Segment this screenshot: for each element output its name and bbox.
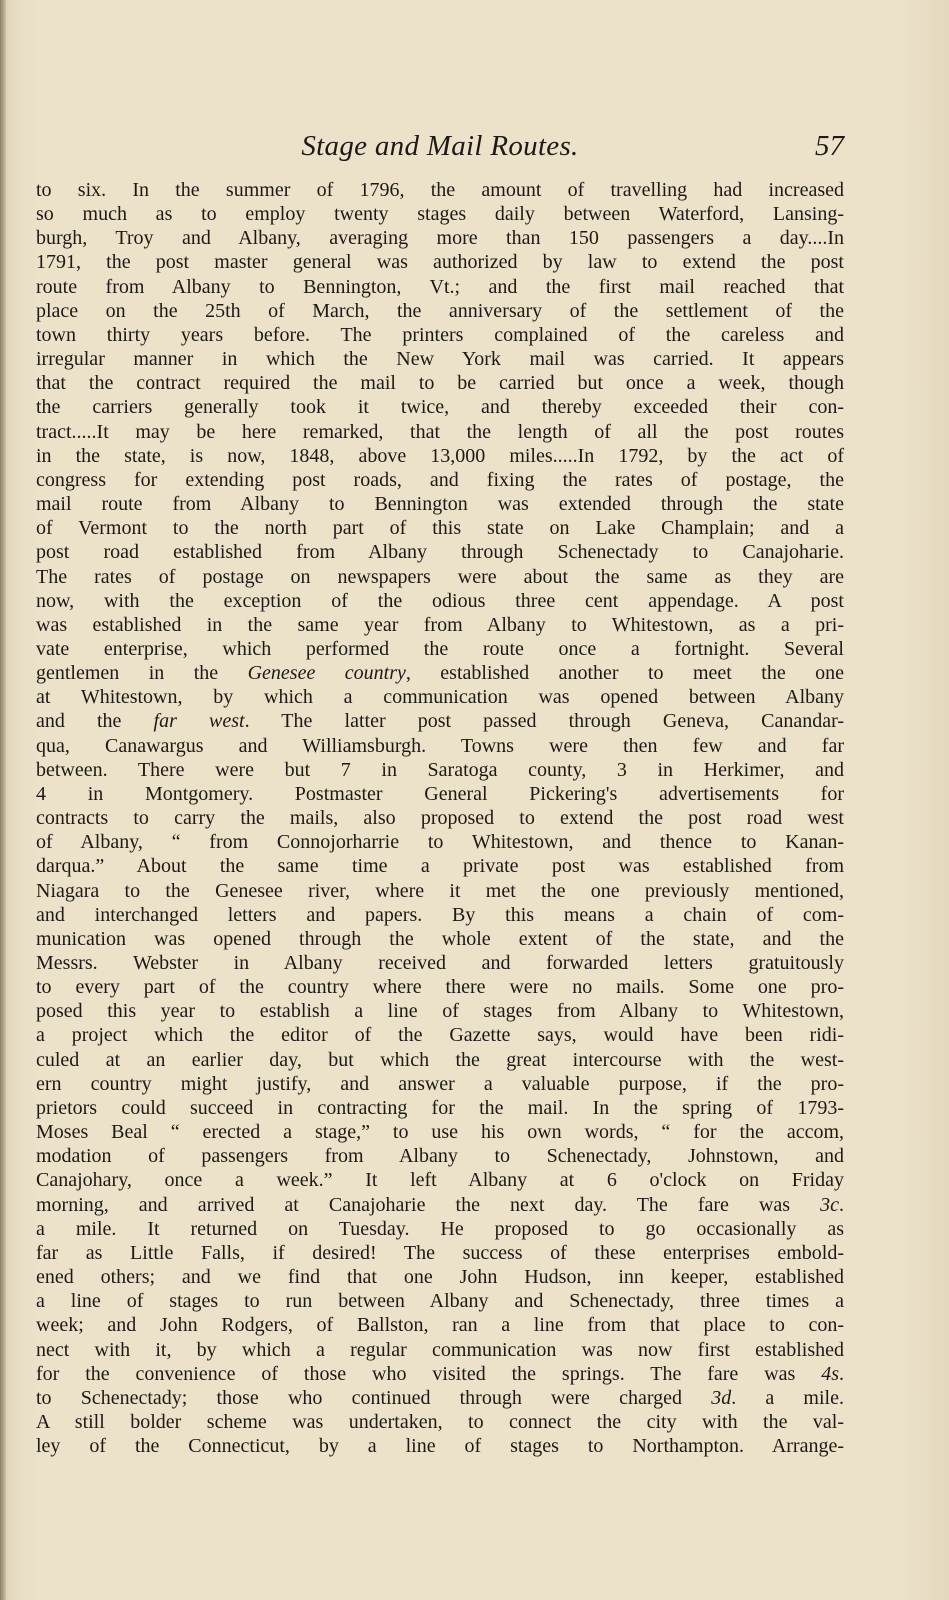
text-line: contracts to carry the mails, also proposed to extend the post road west bbox=[36, 807, 844, 830]
text-line: qua, Canawargus and Williamsburgh. Towns were then few and far bbox=[36, 734, 844, 757]
text-line: town thirty years before. The printers complained of the careless and bbox=[36, 323, 844, 346]
text-line: ened others; and we find that one John Hudson, inn keeper, established bbox=[36, 1266, 844, 1289]
text-line: nect with it, by which a regular communication was now first established bbox=[36, 1338, 844, 1361]
text-line: was established in the same year from Albany to Whitestown, as a pri- bbox=[36, 613, 844, 636]
text-line: tract.....It may be here remarked, that the length of all the post routes bbox=[36, 420, 844, 443]
text-line: Moses Beal “ erected a stage,” to use his own words, “ for the accom, bbox=[36, 1121, 844, 1144]
text-line: a line of stages to run between Albany and Schenectady, three times a bbox=[36, 1290, 844, 1313]
text-line: for the convenience of those who visited the springs. The fare was 4s. bbox=[36, 1362, 844, 1385]
text-line: of Albany, “ from Connojorharrie to Whitestown, and thence to Kanan- bbox=[36, 831, 844, 854]
text-line: mail route from Albany to Bennington was extended through the state bbox=[36, 493, 844, 516]
text-line: between. There were but 7 in Saratoga county, 3 in Herkimer, and bbox=[36, 758, 844, 781]
page-number: 57 bbox=[815, 130, 844, 162]
text-line: 1791, the post master general was authorized by law to extend the post bbox=[36, 251, 844, 274]
text-line: The rates of postage on newspapers were about the same as they are bbox=[36, 565, 844, 588]
text-line: ern country might justify, and answer a valuable purpose, if the pro- bbox=[36, 1072, 844, 1095]
running-title: Stage and Mail Routes. bbox=[301, 130, 579, 162]
text-line: prietors could succeed in contracting for the mail. In the spring of 1793- bbox=[36, 1096, 844, 1119]
text-line: modation of passengers from Albany to Schenectady, Johnstown, and bbox=[36, 1145, 844, 1168]
text-line: so much as to employ twenty stages daily between Waterford, Lansing- bbox=[36, 203, 844, 226]
text-line: morning, and arrived at Canajoharie the next day. The fare was 3c. bbox=[36, 1193, 844, 1216]
text-line: to Schenectady; those who continued through were charged 3d. a mile. bbox=[36, 1386, 844, 1409]
body-text bbox=[36, 178, 844, 1458]
text-line: ley of the Connecticut, by a line of stages to Northampton. Arrange- bbox=[36, 1435, 844, 1458]
text-line: A still bolder scheme was undertaken, to connect the city with the val- bbox=[36, 1410, 844, 1433]
text-line: post road established from Albany through Schenectady to Canajoharie. bbox=[36, 541, 844, 564]
text-line: congress for extending post roads, and fixing the rates of postage, the bbox=[36, 468, 844, 491]
text-line: a mile. It returned on Tuesday. He proposed to go occasionally as bbox=[36, 1217, 844, 1240]
text-line: gentlemen in the Genesee country, established another to meet the one bbox=[36, 662, 845, 685]
text-line: munication was opened through the whole extent of the state, and the bbox=[36, 927, 844, 950]
text-line: posed this year to establish a line of stages from Albany to Whitestown, bbox=[36, 1000, 844, 1023]
text-line: a project which the editor of the Gazette says, would have been ridi- bbox=[36, 1024, 844, 1047]
text-line: irregular manner in which the New York mail was carried. It appears bbox=[36, 348, 844, 371]
text-line: Canajohary, once a week.” It left Albany at 6 o'clock on Friday bbox=[36, 1169, 844, 1192]
text-line: that the contract required the mail to be carried but once a week, though bbox=[36, 372, 844, 395]
text-line: darqua.” About the same time a private post was established from bbox=[36, 855, 844, 878]
text-line: Messrs. Webster in Albany received and forwarded letters gratuitously bbox=[36, 952, 844, 974]
text-line: to every part of the country where there were no mails. Some one pro- bbox=[36, 976, 844, 999]
text-line: the carriers generally took it twice, and thereby exceeded their con- bbox=[36, 396, 844, 419]
text-line: 4 in Montgomery. Postmaster General Pickering's advertisements for bbox=[36, 782, 844, 805]
text-line: in the state, is now, 1848, above 13,000 miles.....In 1792, by the act of bbox=[36, 444, 844, 467]
text-line: culed at an earlier day, but which the great intercourse with the west- bbox=[36, 1048, 844, 1071]
text-line: at Whitestown, by which a communication was opened between Albany bbox=[36, 686, 844, 709]
text-line: Niagara to the Genesee river, where it met the one previously mentioned, bbox=[36, 879, 844, 902]
binding-edge bbox=[0, 0, 6, 1600]
text-line: far as Little Falls, if desired! The success of these enterprises embold- bbox=[36, 1241, 844, 1264]
text-line: place on the 25th of March, the anniversary of the settlement of the bbox=[36, 299, 844, 322]
text-line: now, with the exception of the odious three cent appendage. A post bbox=[36, 589, 844, 612]
text-line: vate enterprise, which performed the route once a fortnight. Several bbox=[36, 637, 844, 660]
text-line: route from Albany to Bennington, Vt.; and the first mail reached that bbox=[36, 275, 844, 298]
text-line: and the far west. The latter post passed through Geneva, Canandar- bbox=[36, 710, 844, 733]
text-line: and interchanged letters and papers. By this means a chain of com- bbox=[36, 903, 844, 926]
text-line: of Vermont to the north part of this state on Lake Champlain; and a bbox=[36, 517, 844, 540]
text-line: burgh, Troy and Albany, averaging more than 150 passengers a day....In bbox=[36, 227, 844, 250]
text-line: week; and John Rodgers, of Ballston, ran a line from that place to con- bbox=[36, 1314, 844, 1337]
text-line: to six. In the summer of 1796, the amount of travelling had increased bbox=[36, 179, 844, 201]
running-head bbox=[36, 128, 844, 168]
